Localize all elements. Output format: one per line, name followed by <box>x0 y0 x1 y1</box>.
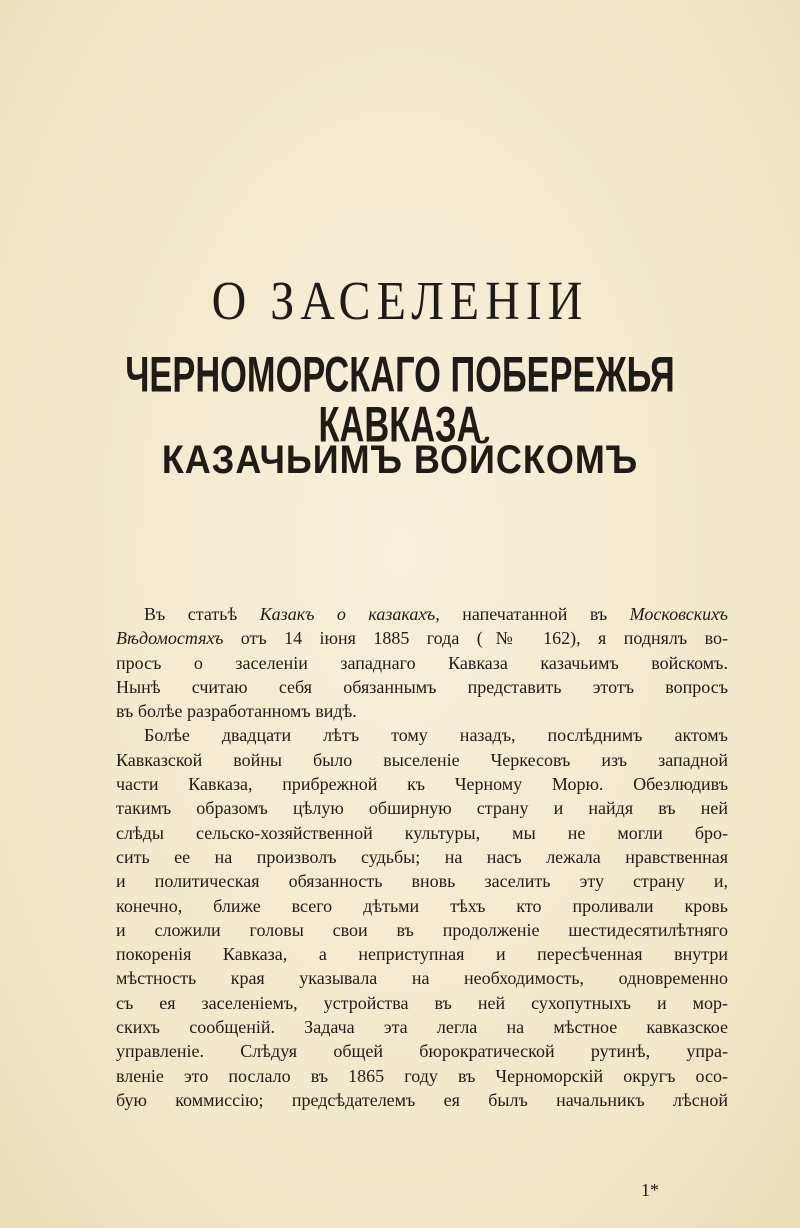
page-number: 1* <box>641 1180 659 1200</box>
text-line: сить ее на произволъ судьбы; на насъ лежала нравственная <box>116 846 728 867</box>
text-line: скихъ сообщеній. Задача эта легла на мѣстное кавказское <box>116 1017 728 1038</box>
text-line: мѣстность края указывала на необходимость, одновременно <box>116 968 728 989</box>
text-line: Кавказской войны было выселеніе Черкесовъ изъ западной <box>116 749 728 770</box>
text-line: и сложили головы свои въ продолженіе шестидесятилѣтняго <box>116 919 728 940</box>
text-line: слѣды сельско-хозяйственной культуры, мы не могли бро- <box>116 822 728 843</box>
text-line: вленіе это послало въ 1865 году въ Черноморскій округъ осо- <box>116 1065 728 1086</box>
body-text <box>116 602 728 1112</box>
text-line: конечно, ближе всего дѣтьми тѣхъ кто проливали кровь <box>116 895 728 916</box>
text-line: бую коммиссію; предсѣдателемъ ея былъ начальникъ лѣсной <box>116 1089 728 1110</box>
title-line-2: ЧЕРНОМОРСКАГО ПОБЕРЕЖЬЯ КАВКАЗА <box>125 347 675 453</box>
text-line: управленіе. Слѣдуя общей бюрократической рутинѣ, упра- <box>116 1041 728 1062</box>
text-line: Болѣе двадцати лѣтъ тому назадъ, послѣднимъ актомъ <box>144 725 728 746</box>
article-title: Казакъ о казакахъ, <box>259 604 440 624</box>
text-line: Нынѣ считаю себя обязаннымъ представить этотъ вопросъ <box>116 676 728 697</box>
text-line: просъ о заселеніи западнаго Кавказа казачьимъ войскомъ. <box>116 652 728 673</box>
title-line-3: КАЗАЧЬИМЪ ВОЙСКОМЪ <box>161 436 639 482</box>
text-line: и политическая обязанность вновь заселить эту страну и, <box>116 871 728 892</box>
text-line: части Кавказа, прибрежной къ Черному Морю. Обезлюдивъ <box>116 774 728 795</box>
text-line: съ ея заселеніемъ, устройства въ ней сухопутныхъ и мор- <box>116 992 728 1013</box>
text-line: покоренія Кавказа, а неприступная и пересѣченная внутри <box>116 944 728 965</box>
newspaper-name-part1: Московскихъ <box>629 604 729 624</box>
text-line: Вѣдомостяхъ отъ 14 іюня 1885 года (№ 162), я поднялъ во- <box>116 628 728 649</box>
title-line-1: О ЗАСЕЛЕНІИ <box>211 270 589 332</box>
text-line: Въ статьѣ Казакъ о казакахъ, напечатанной въ Московскихъ <box>144 604 729 624</box>
text-line: такимъ образомъ цѣлую обширную страну и найдя въ ней <box>116 798 728 819</box>
text-line: въ болѣе разработанномъ видѣ. <box>116 701 357 722</box>
newspaper-name-part2: Вѣдомостяхъ <box>116 628 224 649</box>
